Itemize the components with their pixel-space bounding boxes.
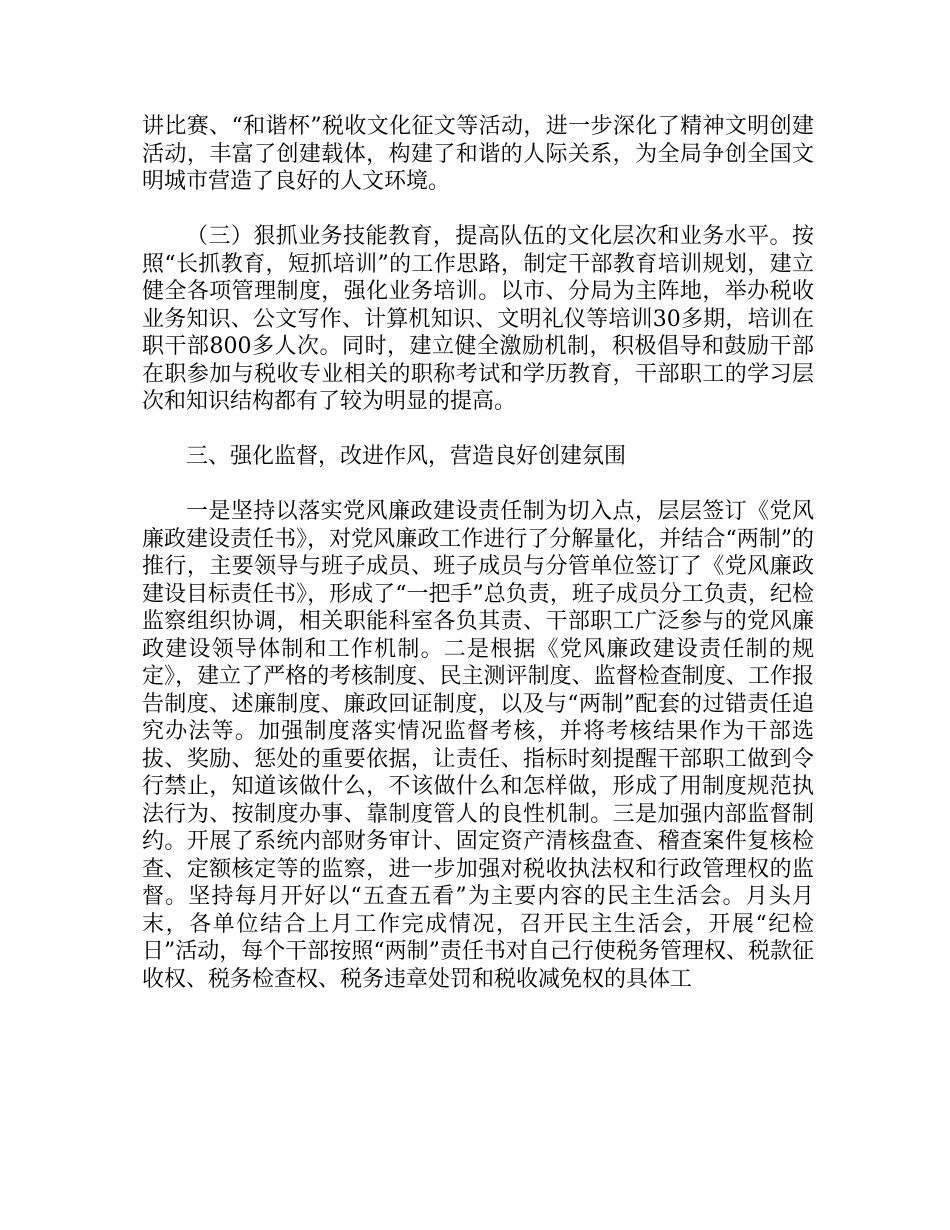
section-heading-supervision: 三、强化监督，改进作风，营造良好创建氛围	[186, 444, 627, 469]
paragraph-supervision-details: 一是坚持以落实党风廉政建设责任制为切入点，层层签订《党风廉政建设责任书》，对党风廉政工作进行了分解量化，并结合“两制”的推行，主要领导与班子成员、班子成员与分管单位签订了《党风廉政建设目标责任书》，形成了“一把手”总负责，班子成员分工负责，纪检监察组织协调，相关职能科室各负其责、干部职工广泛参与的党风廉政建设领导体制和工作机制。二是根据《党风廉政建设责任制的规定》，建立了严格的考核制度、民主测评制度、监督检查制度、工作报告制度、述廉制度、廉政回证制度，以及与“两制”配套的过错责任追究办法等。加强制度落实情况监督考核，并将考核结果作为干部选拔、奖励、惩处的重要依据，让责任、指标时刻提醒干部职工做到令行禁止，知道该做什么，不该做什么和怎样做，形成了用制度规范执法行为、按制度办事、靠制度管人的良性机制。三是加强内部监督制约。开展了系统内部财务审计、固定资产清核盘查、稽查案件复核检查、定额核定等的监察，进一步加强对税收执法权和行政管理权的监督。坚持每月开好以“五查五看”为主要内容的民主生活会。月头月末，各单位结合上月工作完成情况，召开民主生活会，开展“纪检日”活动，每个干部按照“两制”责任书对自己行使税务管理权、税款征收权、税务检查权、税务违章处罚和税收减免权的具体工	[142, 499, 814, 992]
paragraph-continuation: 讲比赛、“和谐杯”税收文化征文等活动，进一步深化了精神文明创建活动，丰富了创建载体，构建了和谐的人际关系，为全局争创全国文明城市营造了良好的人文环境。	[142, 114, 814, 194]
paragraph-training-education: （三）狠抓业务技能教育，提高队伍的文化层次和业务水平。按照“长抓教育，短抓培训”的工作思路，制定干部教育培训规划，建立健全各项管理制度，强化业务培训。以市、分局为主阵地，举办税收业务知识、公文写作、计算机知识、文明礼仪等培训30多期，培训在职干部800多人次。同时，建立健全激励机制，积极倡导和鼓励干部在职参加与税收专业相关的职称考试和学历教育，干部职工的学习层次和知识结构都有了较为明显的提高。	[142, 224, 814, 414]
document-body	[142, 113, 814, 993]
